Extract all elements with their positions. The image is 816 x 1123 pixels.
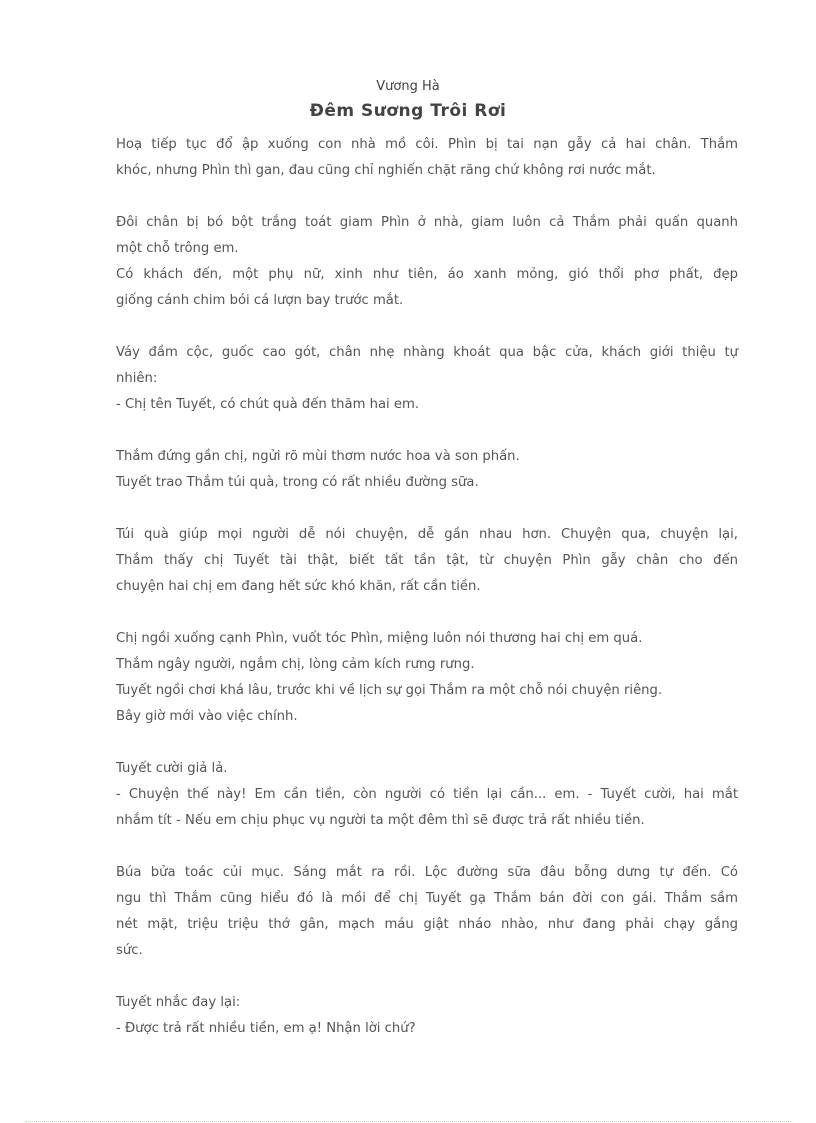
paragraph bbox=[116, 444, 738, 496]
text-line: - Chuyện thế này! Em cần tiền, còn người có tiền lại cần... em. - Tuyết cười, hai mắt bbox=[116, 787, 738, 802]
text-line: - Được trả rất nhiều tiền, em ạ! Nhận lời chứ? bbox=[116, 1021, 416, 1036]
text-line: một chỗ trông em. bbox=[116, 241, 239, 256]
text-line: khóc, nhưng Phìn thì gan, đau cũng chỉ nghiến chặt răng chứ không rơi nước mắt. bbox=[116, 163, 656, 178]
text-line: Thắm đứng gần chị, ngửi rõ mùi thơm nước hoa và son phấn. bbox=[116, 449, 520, 464]
paragraph bbox=[116, 626, 738, 730]
text-line: ngu thì Thắm cũng hiểu đó là mồi để chị Tuyết gạ Thắm bán đời con gái. Thắm sầm bbox=[116, 891, 738, 906]
text-line: chuyện hai chị em đang hết sức khó khăn, rất cần tiền. bbox=[116, 579, 481, 594]
text-line: Thắm ngây người, ngắm chị, lòng cảm kích rưng rưng. bbox=[116, 657, 475, 672]
text-line: giống cánh chim bói cá lượn bay trước mắt. bbox=[116, 293, 404, 308]
paragraph bbox=[116, 860, 738, 964]
paragraph bbox=[116, 990, 738, 1042]
text-line: Chị ngồi xuống cạnh Phìn, vuốt tóc Phìn, miệng luôn nói thương hai chị em quá. bbox=[116, 631, 643, 646]
text-line: nhiên: bbox=[116, 371, 158, 386]
text-line: Bây giờ mới vào việc chính. bbox=[116, 709, 298, 724]
text-line: - Chị tên Tuyết, có chút quà đến thăm hai em. bbox=[116, 397, 420, 412]
text-line: sức. bbox=[116, 943, 143, 958]
paragraph bbox=[116, 340, 738, 418]
author-name: Vương Hà bbox=[376, 79, 440, 94]
text-line: Hoạ tiếp tục đổ ập xuống con nhà mồ côi. Phìn bị tai nạn gẫy cả hai chân. Thắm bbox=[116, 137, 738, 152]
text-line: Tuyết trao Thắm túi quà, trong có rất nhiều đường sữa. bbox=[116, 475, 479, 490]
text-line: Túi quà giúp mọi người dễ nói chuyện, dễ gần nhau hơn. Chuyện qua, chuyện lại, bbox=[116, 527, 738, 542]
text-line: Tuyết nhắc đay lại: bbox=[116, 995, 241, 1010]
text-line: Tuyết cười giả lả. bbox=[116, 761, 228, 776]
text-line: nét mặt, triệu triệu thớ gân, mạch máu giật nháo nhào, như đang phải chạy gắng bbox=[116, 917, 738, 932]
paragraph bbox=[116, 132, 738, 184]
page-divider bbox=[25, 1121, 791, 1122]
paragraph bbox=[116, 210, 738, 314]
text-line: Búa bửa toác củi mục. Sáng mắt ra rồi. Lộc đường sữa đâu bỗng dưng tự đến. Có bbox=[116, 865, 738, 880]
story-body bbox=[116, 132, 738, 1042]
text-line: Có khách đến, một phụ nữ, xinh như tiên, áo xanh mỏng, gió thổi phơ phất, đẹp bbox=[116, 267, 738, 282]
text-line: Thắm thấy chị Tuyết tài thật, biết tất tần tật, từ chuyện Phìn gẫy chân cho đến bbox=[116, 553, 738, 568]
text-line: Váy đầm cộc, guốc cao gót, chân nhẹ nhàng khoát qua bậc cửa, khách giới thiệu tự bbox=[116, 345, 738, 360]
text-line: Tuyết ngồi chơi khá lâu, trước khi về lịch sự gọi Thắm ra một chỗ nói chuyện riêng. bbox=[116, 683, 663, 698]
paragraph bbox=[116, 522, 738, 600]
text-line: Đôi chân bị bó bột trắng toát giam Phìn ở nhà, giam luôn cả Thắm phải quấn quanh bbox=[116, 215, 738, 230]
text-line: nhắm tít - Nếu em chịu phục vụ người ta một đêm thì sẽ được trả rất nhiều tiền. bbox=[116, 813, 645, 828]
story-title: Đêm Sương Trôi Rơi bbox=[309, 101, 507, 121]
paragraph bbox=[116, 756, 738, 834]
